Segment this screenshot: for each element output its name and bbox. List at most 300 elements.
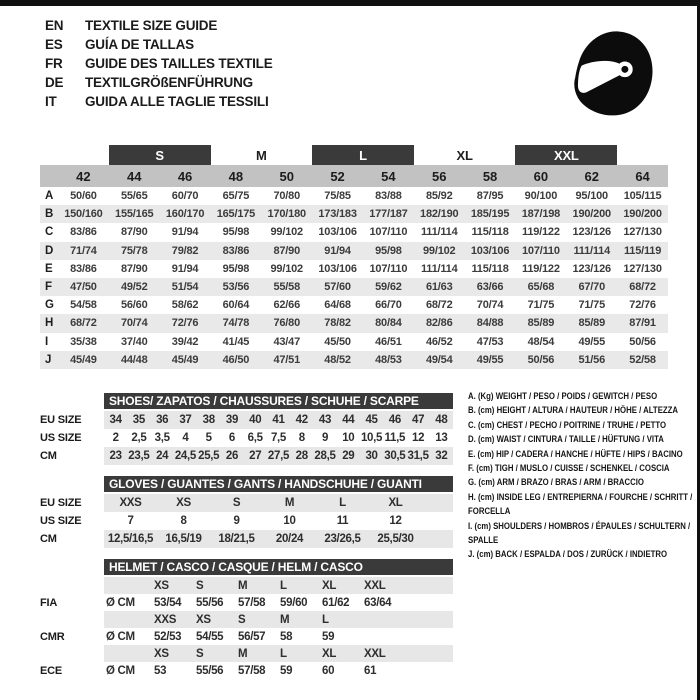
- shoe-size: 3,5: [154, 432, 170, 444]
- size-value: 83/86: [70, 262, 97, 275]
- shoe-size: 28,5: [314, 450, 336, 462]
- shoe-size: 23: [109, 450, 122, 462]
- row-letter: H: [45, 317, 54, 330]
- shoe-size: 29: [342, 450, 355, 462]
- row-letter: A: [45, 190, 54, 203]
- legend-item: F. (cm) TIGH / MUSLO / CUISSE / SCHENKEL / COSCIA: [468, 463, 670, 475]
- size-value: 103/106: [318, 226, 357, 239]
- size-number: 56: [432, 168, 447, 184]
- size-value: 82/86: [425, 317, 453, 330]
- shoe-size: 5: [205, 432, 212, 444]
- helmet-cm: 52/53: [154, 630, 182, 643]
- shoe-size: 43: [318, 414, 332, 426]
- lang-row-de: [45, 73, 273, 92]
- size-value: 123/126: [572, 226, 611, 239]
- shoe-size: 34: [109, 414, 122, 426]
- helmet-standard-group: [40, 645, 453, 679]
- shoes-section-header: SHOES/ ZAPATOS / CHAUSSURES / SCHUHE / SCARPE: [104, 393, 453, 409]
- shoe-size: 24,5: [174, 450, 197, 462]
- size-value: 50/60: [70, 190, 97, 203]
- main-size-table-rows: [40, 187, 668, 369]
- size-value: 87/90: [120, 262, 148, 275]
- shoes-header-row: [40, 393, 453, 411]
- helmet-cm: 53/54: [154, 596, 182, 609]
- glove-size: 25,5/30: [377, 533, 414, 545]
- size-value: 60/70: [171, 190, 199, 203]
- helmet-standard-label: ECE: [40, 664, 63, 677]
- shoe-size: 47: [411, 414, 425, 426]
- size-value: 68/72: [425, 299, 453, 312]
- helmet-size: L: [322, 613, 329, 626]
- helmet-size: XL: [322, 579, 337, 592]
- size-value: 83/86: [222, 244, 250, 257]
- lang-title: TEXTILGRÖßENFÜHRUNG: [85, 75, 253, 90]
- shoe-size: 44: [342, 414, 355, 426]
- row-label-eu-size: EU SIZE: [40, 414, 82, 426]
- lang-row-en: [45, 16, 273, 35]
- helmet-size: L: [280, 647, 287, 660]
- row-label-cm: CM: [40, 450, 57, 462]
- helmet-size: M: [238, 647, 248, 660]
- row-label-us-size: US SIZE: [40, 432, 82, 444]
- measurement-legend: [468, 390, 698, 563]
- size-value: 47/51: [273, 353, 300, 366]
- size-value: 95/98: [222, 262, 250, 275]
- diameter-cm-label: Ø CM: [106, 630, 135, 643]
- glove-size: L: [339, 497, 346, 509]
- size-value: 115/118: [471, 262, 509, 275]
- shoe-size: 4: [182, 432, 189, 444]
- shoe-size: 25,5: [198, 450, 220, 462]
- shoe-size: 2: [112, 432, 119, 444]
- size-table-row: [40, 242, 668, 260]
- helmet-cm: 57/58: [238, 596, 266, 609]
- size-value: 160/170: [165, 208, 205, 221]
- helmet-cm: 58: [280, 630, 293, 643]
- size-value: 107/110: [369, 262, 408, 275]
- shoe-size: 45: [365, 414, 378, 426]
- gloves-header-row: [40, 476, 453, 494]
- size-group-xxl: XXL: [515, 145, 617, 165]
- lang-code: ES: [45, 37, 63, 52]
- legend-item: C. (cm) CHEST / PECHO / POITRINE / TRUHE / PETTO: [468, 419, 667, 431]
- glove-size: S: [232, 497, 241, 509]
- strip-corner: [40, 165, 58, 187]
- row-label-cm: CM: [40, 533, 57, 545]
- size-number: 62: [584, 168, 599, 184]
- shoe-size: 39: [225, 414, 239, 426]
- size-value: 70/80: [273, 190, 300, 203]
- shoe-size: 12: [411, 432, 425, 444]
- glove-size: 12: [389, 515, 402, 527]
- shoes-cm-values: [104, 447, 453, 465]
- helmet-cm: 55/56: [196, 664, 224, 677]
- size-table-row: [40, 187, 668, 205]
- size-value: 99/102: [423, 244, 456, 257]
- size-number: 60: [533, 168, 549, 184]
- size-value: 177/187: [369, 208, 408, 221]
- shoe-size: 6,5: [247, 432, 263, 444]
- size-group-header-row: [40, 145, 668, 165]
- helmet-values-row: [104, 628, 453, 645]
- size-value: 47/53: [476, 335, 504, 348]
- size-value: 49/52: [120, 281, 148, 294]
- glove-size: 18/21,5: [218, 533, 255, 545]
- row-letter: B: [45, 208, 54, 221]
- lang-row-fr: [45, 54, 273, 73]
- helmet-cm: [362, 628, 404, 645]
- size-value: 49/55: [476, 353, 504, 366]
- size-value: 95/98: [222, 226, 250, 239]
- size-table-row: [40, 314, 668, 332]
- helmet-size: S: [238, 613, 246, 626]
- size-value: 51/56: [578, 353, 605, 366]
- helmet-cm: 59: [280, 664, 293, 677]
- shoe-size: 23,5: [128, 450, 150, 462]
- size-value: 45/49: [70, 353, 97, 366]
- size-value: 107/110: [522, 244, 560, 257]
- size-value: 78/82: [324, 317, 351, 330]
- size-value: 67/70: [578, 281, 605, 294]
- size-value: 111/114: [573, 244, 611, 257]
- size-value: 87/90: [120, 226, 148, 239]
- size-value: 70/74: [120, 317, 148, 330]
- row-letter: F: [45, 281, 52, 294]
- size-value: 70/74: [476, 299, 504, 312]
- legend-item: H. (cm) INSIDE LEG / ENTREPIERNA / FOURCHE / SCHRITT / FORCELLA: [468, 491, 693, 518]
- row-letter: G: [45, 299, 54, 312]
- size-table-row: [40, 205, 668, 223]
- shoe-size: 30: [365, 450, 378, 462]
- language-title-block: [45, 16, 273, 111]
- diameter-cm-label: Ø CM: [106, 664, 135, 677]
- size-value: 107/110: [369, 226, 408, 239]
- size-value: 49/55: [578, 335, 605, 348]
- helmet-standard-group: [40, 577, 453, 611]
- helmet-cm: 59: [322, 630, 335, 643]
- shoes-us-values: [104, 429, 453, 447]
- legend-item: B. (cm) HEIGHT / ALTURA / HAUTEUR / HÖHE / ALTEZZA: [468, 405, 679, 417]
- legend-item: G. (cm) ARM / BRAZO / BRAS / ARM / BRACCIO: [468, 477, 645, 489]
- helmet-size: XXL: [364, 579, 386, 592]
- size-value: 150/160: [64, 208, 103, 221]
- size-value: 48/52: [324, 353, 351, 366]
- helmet-size: [362, 611, 404, 628]
- size-value: 87/90: [273, 244, 300, 257]
- size-group-xl: XL: [456, 147, 473, 163]
- helmet-cm: 54/55: [196, 630, 224, 643]
- size-value: 190/200: [623, 208, 662, 221]
- shoe-size: 32: [435, 450, 448, 462]
- size-table-row: [40, 223, 668, 241]
- helmet-size: XS: [154, 647, 169, 660]
- glove-size: 7: [127, 515, 134, 527]
- size-value: 170/180: [267, 208, 306, 221]
- helmet-size: XS: [196, 613, 211, 626]
- helmet-cm: 57/58: [238, 664, 266, 677]
- size-group-m: M: [256, 147, 267, 163]
- helmet-standard-label: CMR: [40, 630, 65, 643]
- size-number: 48: [228, 168, 244, 184]
- size-number: 54: [381, 168, 396, 184]
- glove-size: 20/24: [275, 533, 304, 545]
- size-value: 51/54: [171, 281, 199, 294]
- size-value: 75/85: [324, 190, 351, 203]
- size-value: 53/56: [222, 281, 250, 294]
- shoe-size: 2,5: [131, 432, 147, 444]
- size-value: 83/86: [70, 226, 97, 239]
- gloves-section-header: GLOVES / GUANTES / GANTS / HANDSCHUHE / GUANTI: [104, 476, 453, 492]
- gloves-cm-row: [40, 530, 453, 548]
- shoe-size: 6: [228, 432, 236, 444]
- size-value: 55/65: [120, 190, 148, 203]
- shoe-size: 41: [272, 414, 285, 426]
- helmet-sizes-row: [104, 577, 453, 594]
- size-number: 46: [177, 168, 193, 184]
- gloves-eu-values: [104, 494, 453, 512]
- helmet-sizes-row: [104, 645, 453, 662]
- lang-title: GUÍA DE TALLAS: [85, 37, 194, 52]
- size-value: 99/102: [270, 262, 303, 275]
- size-value: 119/122: [522, 262, 560, 275]
- size-table-row: [40, 351, 668, 369]
- shoe-size: 26: [225, 450, 239, 462]
- size-value: 84/88: [476, 317, 504, 330]
- shoes-cm-row: [40, 447, 453, 465]
- shoe-size: 8: [298, 432, 305, 444]
- size-value: 66/70: [375, 299, 402, 312]
- size-value: 50/56: [629, 335, 656, 348]
- helmet-values-row: [104, 594, 453, 611]
- size-value: 103/106: [470, 244, 510, 257]
- shoe-size: 7,5: [270, 432, 287, 444]
- shoes-eu-row: [40, 411, 453, 429]
- shoe-size: 11,5: [384, 432, 406, 444]
- shoe-size: 46: [388, 414, 401, 426]
- row-letter: I: [45, 335, 48, 348]
- row-letter: J: [45, 353, 52, 366]
- lang-title: GUIDA ALLE TAGLIE TESSILI: [85, 94, 269, 109]
- glove-size: 8: [180, 515, 187, 527]
- shoe-size: 10,5: [360, 432, 383, 444]
- lang-code: DE: [45, 75, 64, 90]
- size-value: 55/58: [273, 281, 300, 294]
- size-value: 85/92: [425, 190, 453, 203]
- size-value: 50/56: [527, 353, 555, 366]
- size-value: 185/195: [470, 208, 510, 221]
- shoe-size: 9: [321, 432, 329, 444]
- size-group-l: L: [312, 145, 414, 165]
- shoe-size: 40: [249, 414, 262, 426]
- glove-size: 9: [233, 515, 240, 527]
- glove-size: 23/26,5: [324, 533, 361, 545]
- glove-size: 12,5/16,5: [107, 533, 154, 545]
- glove-size: 16,5/19: [165, 533, 202, 545]
- glove-size: M: [284, 497, 295, 509]
- shoes-us-row: [40, 429, 453, 447]
- size-value: 72/76: [171, 317, 199, 330]
- helmet-size: XXL: [364, 647, 386, 660]
- size-value: 41/45: [222, 335, 250, 348]
- gloves-us-row: [40, 512, 453, 530]
- row-label-us-size: US SIZE: [40, 515, 82, 527]
- size-value: 90/100: [524, 190, 558, 203]
- size-value: 59/62: [375, 281, 402, 294]
- size-number: 42: [76, 168, 91, 184]
- helmet-standard-label: FIA: [40, 596, 58, 609]
- size-value: 87/91: [629, 317, 656, 330]
- row-letter: E: [45, 262, 53, 275]
- helmet-size: L: [280, 579, 287, 592]
- legend-item: J. (cm) BACK / ESPALDA / DOS / ZURÜCK / INDIETRO: [468, 549, 668, 561]
- lang-code: IT: [45, 94, 57, 109]
- size-value: 65/75: [222, 190, 250, 203]
- size-value: 68/72: [70, 317, 97, 330]
- size-value: 35/38: [70, 335, 97, 348]
- helmet-header-row: [40, 559, 453, 577]
- size-table-row: [40, 296, 668, 314]
- size-value: 65/68: [527, 281, 555, 294]
- racing-helmet-icon: [566, 22, 658, 124]
- size-value: 95/98: [375, 244, 402, 257]
- size-group-s: S: [109, 145, 211, 165]
- lang-row-es: [45, 35, 273, 54]
- size-value: 95/100: [575, 190, 608, 203]
- helmet-sizes-row: [104, 611, 453, 628]
- helmet-cm: 60: [322, 664, 335, 677]
- size-value: 44/48: [120, 353, 148, 366]
- shoe-size: 38: [202, 414, 215, 426]
- size-value: 91/94: [324, 244, 351, 257]
- size-value: 111/114: [420, 226, 458, 239]
- size-value: 68/72: [629, 281, 656, 294]
- legend-item: I. (cm) SHOULDERS / HOMBROS / ÉPAULES / SCHULTERN / SPALLE: [468, 520, 691, 547]
- size-value: 60/64: [222, 299, 250, 312]
- size-number: 50: [279, 168, 294, 184]
- helmet-groups: [40, 577, 453, 679]
- size-table-row: [40, 278, 668, 296]
- size-value: 79/82: [171, 244, 199, 257]
- size-value: 155/165: [115, 208, 154, 221]
- helmet-cm: 61/62: [322, 596, 350, 609]
- helmet-size: S: [196, 647, 204, 660]
- size-value: 115/118: [471, 226, 509, 239]
- size-value: 83/88: [375, 190, 402, 203]
- helmet-cm: 55/56: [196, 596, 224, 609]
- size-value: 123/126: [572, 262, 611, 275]
- size-value: 72/76: [629, 299, 656, 312]
- size-value: 75/78: [120, 244, 148, 257]
- size-value: 190/200: [572, 208, 611, 221]
- size-value: 39/42: [171, 335, 199, 348]
- helmet-cm: 59/60: [280, 596, 308, 609]
- gloves-eu-row: [40, 494, 453, 512]
- size-value: 74/78: [222, 317, 250, 330]
- size-value: 99/102: [270, 226, 303, 239]
- size-value: 45/50: [324, 335, 351, 348]
- shoe-size: 36: [156, 414, 169, 426]
- size-value: 115/119: [623, 244, 662, 257]
- shoe-size: 35: [132, 414, 145, 426]
- row-label-eu-size: EU SIZE: [40, 497, 82, 509]
- size-value: 71/74: [70, 244, 97, 257]
- gloves-us-values: [104, 512, 453, 530]
- size-value: 48/53: [375, 353, 402, 366]
- helmet-cm: 63/64: [364, 596, 392, 609]
- size-value: 37/40: [120, 335, 148, 348]
- shoe-size: 48: [435, 414, 448, 426]
- size-number: 44: [127, 168, 142, 184]
- row-letter: C: [45, 226, 54, 239]
- helmet-standard-group: [40, 611, 453, 645]
- size-value: 187/198: [521, 208, 561, 221]
- legend-item: E. (cm) HIP / CADERA / HANCHE / HÜFTE / HIPS / BACINO: [468, 448, 683, 460]
- helmet-cm: 61: [364, 664, 377, 677]
- glove-size: XS: [176, 497, 191, 509]
- helmet-size: XXS: [154, 613, 177, 626]
- size-value: 119/122: [522, 226, 560, 239]
- helmet-size: M: [280, 613, 290, 626]
- size-value: 63/66: [476, 281, 504, 294]
- size-value: 91/94: [171, 262, 199, 275]
- shoes-eu-values: [104, 411, 453, 429]
- size-number: 64: [635, 168, 650, 184]
- size-table-row: [40, 260, 668, 278]
- size-table-row: [40, 333, 668, 351]
- glove-size: XXS: [119, 497, 142, 509]
- helmet-cm: 53: [154, 664, 167, 677]
- helmet-size: M: [238, 579, 248, 592]
- size-number: 58: [482, 168, 498, 184]
- diameter-cm-label: Ø CM: [106, 596, 135, 609]
- size-value: 87/95: [476, 190, 504, 203]
- shoe-size: 31,5: [407, 450, 429, 462]
- size-value: 58/62: [171, 299, 199, 312]
- size-value: 49/54: [425, 353, 453, 366]
- size-number-strip: [40, 165, 668, 187]
- lang-title: TEXTILE SIZE GUIDE: [85, 18, 218, 33]
- size-value: 85/89: [578, 317, 605, 330]
- shoe-size: 42: [295, 414, 308, 426]
- shoe-size: 24: [156, 450, 169, 462]
- size-value: 48/54: [527, 335, 555, 348]
- lang-title: GUIDE DES TAILLES TEXTILE: [85, 56, 273, 71]
- size-value: 64/68: [324, 299, 351, 312]
- gloves-cm-values: [104, 530, 453, 548]
- legend-item: D. (cm) WAIST / CINTURA / TAILLE / HÜFTUNG / VITA: [468, 434, 664, 446]
- size-value: 43/47: [273, 335, 300, 348]
- size-value: 182/190: [420, 208, 459, 221]
- helmet-size: XL: [322, 647, 337, 660]
- size-value: 56/60: [120, 299, 148, 312]
- size-value: 103/106: [318, 262, 357, 275]
- lang-row-it: [45, 92, 273, 111]
- size-value: 127/130: [623, 226, 662, 239]
- size-value: 71/75: [527, 299, 555, 312]
- lang-code: EN: [45, 18, 64, 33]
- shoe-size: 30,5: [384, 450, 406, 462]
- size-value: 173/183: [318, 208, 357, 221]
- glove-size: 11: [336, 515, 349, 527]
- helmet-values-row: [104, 662, 453, 679]
- size-value: 52/58: [629, 353, 656, 366]
- shoe-size: 27: [249, 450, 262, 462]
- shoe-size: 13: [435, 432, 448, 444]
- size-value: 61/63: [425, 281, 453, 294]
- size-number: 52: [330, 168, 345, 184]
- size-value: 46/50: [222, 353, 250, 366]
- top-frame-bar: [0, 0, 700, 6]
